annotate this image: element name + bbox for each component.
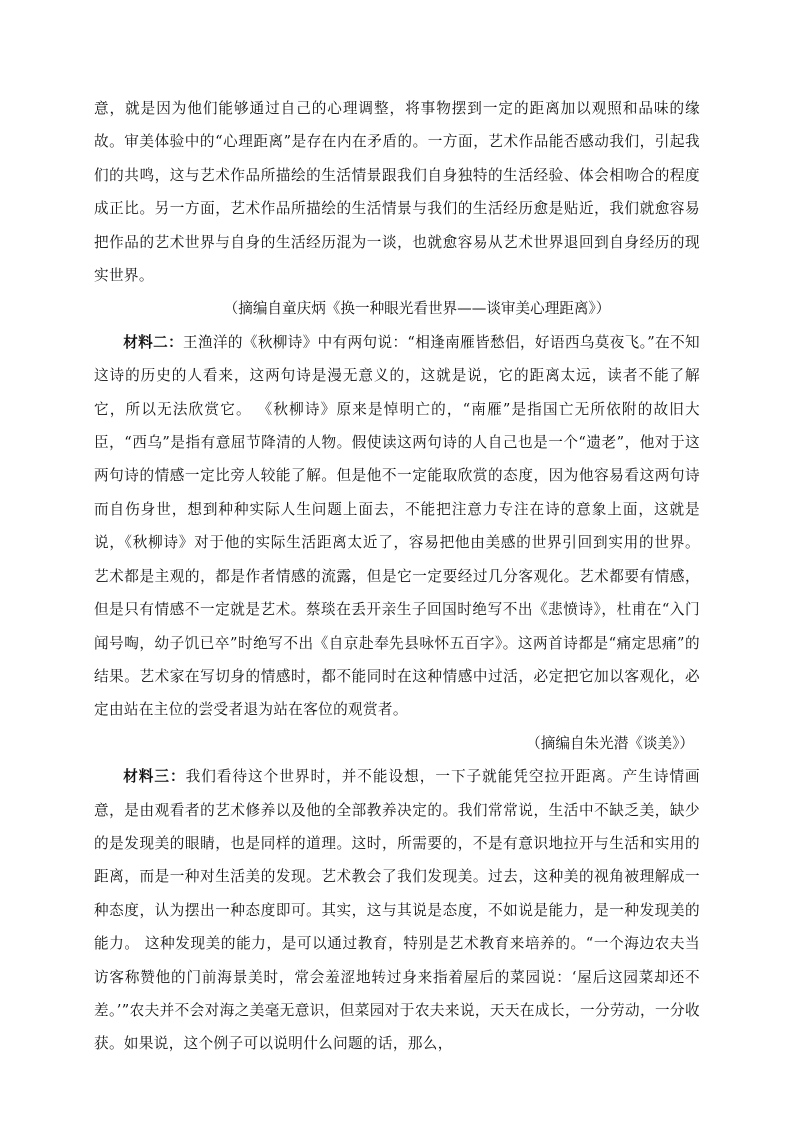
paragraph-continuation: 意，就是因为他们能够通过自己的心理调整，将事物摆到一定的距离加以观照和品味的缘故。审美体验中的“心理距离”是存在内在矛盾的。一方面，艺术作品能否感动我们，引起我们的共鸣，这与艺术作品所描绘的生活情景跟我们自身独特的生活经验、体会相吻合的程度成正比。另一方面，艺术作品所描绘的生活情景与我们的生活经历愈是贴近，我们就愈容易把作品的艺术世界与自身的生活经历混为一谈，也就愈容易从艺术世界退回到自身经历的现实世界。 — [94, 100, 700, 285]
material-3-label: 材料三： — [123, 768, 186, 786]
material-3-paragraph — [94, 760, 700, 1061]
source-citation-2: （摘编自朱光潜《谈美》） — [526, 734, 694, 752]
source-citation-1: （摘编自童庆炳《换一种眼光看世界——谈审美心理距离》） — [223, 300, 611, 318]
material-2-label: 材料二： — [123, 333, 184, 351]
material-2-text: 王渔洋的《秋柳诗》中有两句说：“相逢南雁皆愁侣，好语西乌莫夜飞。”在不知这诗的历史的人看来，这两句诗是漫无意义的，这就是说，它的距离太远，读者不能了解它，所以无法欣赏它。 《秋柳诗》原来是悼明亡的，“南雁”是指国亡无所依附的故旧大臣，“西乌”是指有意屈节降清的人物。假使读这两句诗的人自己也是一个“遗老”，他对于这两句诗的情感一定比旁人较能了解。但是他不一定能取欣赏的态度，因为他容易看这两句诗而自伤身世，想到种种实际人生问题上面去，不能把注意力专注在诗的意象上面，这就是说，《秋柳诗》对于他的实际生活距离太近了，容易把他由美感的世界引回到实用的世界。 艺术都是主观的，都是作者情感的流露，但是它一定要经过几分客观化。艺术都要有情感，但是只有情感不一定就是艺术。蔡琰在丢开亲生子回国时绝写不出《悲愤诗》，杜甫在“入门闻号啕，幼子饥已卒”时绝写不出《自京赴奉先县咏怀五百字》。这两首诗都是“痛定思痛”的结果。艺术家在写切身的情感时，都不能同时在这种情感中过活，必定把它加以客观化，必定由站在主位的尝受者退为站在客位的观赏者。 — [94, 333, 700, 719]
material-2-paragraph — [94, 326, 700, 727]
material-3-text: 我们看待这个世界时，并不能设想，一下子就能凭空拉开距离。产生诗情画意，是由观看者的艺术修养以及他的全部教养决定的。我们常常说，生活中不缺乏美，缺少的是发现美的眼睛，也是同样的道理。这时，所需要的，不是有意识地拉开与生活和实用的距离，而是一种对生活美的发现。艺术教会了我们发现美。过去，这种美的视角被理解成一种态度，认为摆出一种态度即可。其实，这与其说是态度，不如说是能力，是一种发现美的能力。 这种发现美的能力，是可以通过教育，特别是艺术教育来培养的。“一个海边农夫当访客称赞他的门前海景美时，常会羞涩地转过身来指着屋后的菜园说：‘屋后这园菜却还不差。’”农夫并不会对海之美毫无意识，但菜园对于农夫来说，天天在成长，一分劳动，一分收获。如果说，这个例子可以说明什么问题的话，那么， — [94, 768, 700, 1053]
